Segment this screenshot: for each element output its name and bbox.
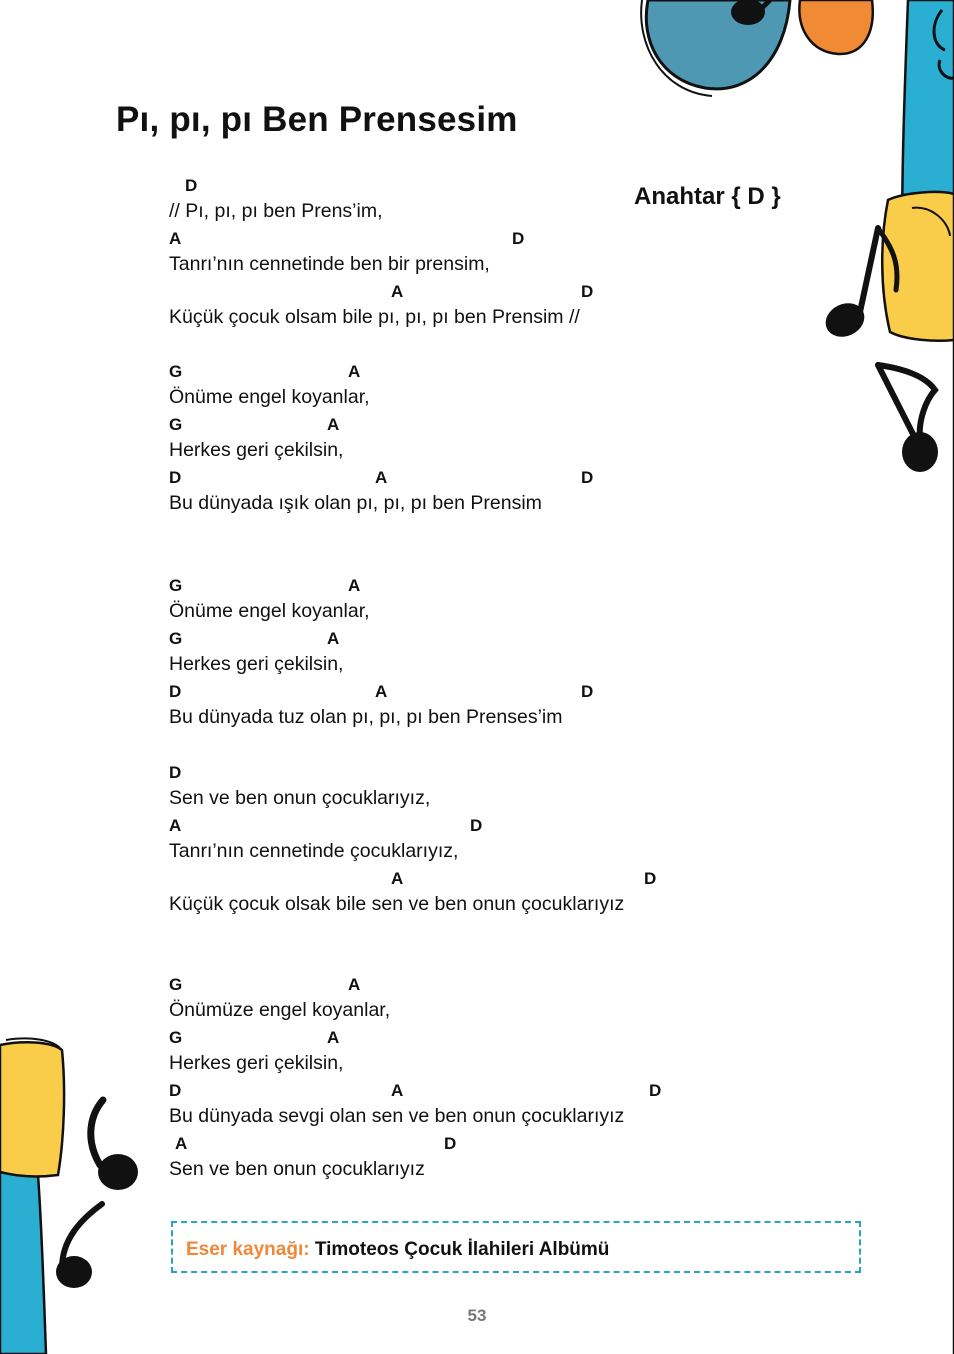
line-block: [0, 415, 954, 461]
chord: A: [175, 1134, 188, 1153]
teal-circle-shape: [641, 0, 790, 96]
source-text: [186, 1239, 609, 1261]
line-block: [0, 176, 954, 222]
chord: D: [512, 229, 525, 248]
chord: G: [169, 975, 183, 994]
chord: A: [375, 682, 388, 701]
chord: D: [581, 468, 594, 487]
line-block: [0, 229, 954, 275]
chord: D: [581, 682, 594, 701]
chord: D: [169, 1081, 182, 1100]
lyric-line: Küçük çocuk olsam bile pı, pı, pı ben Prensim //: [169, 306, 580, 328]
chord: A: [327, 1028, 340, 1047]
chord: D: [581, 282, 594, 301]
line-block: [0, 1028, 954, 1074]
chord: D: [169, 682, 182, 701]
line-block: [0, 869, 954, 915]
lyric-line: Bu dünyada tuz olan pı, pı, pı ben Prenses’im: [169, 706, 563, 728]
chord: D: [169, 468, 182, 487]
page-number: 53: [467, 1306, 487, 1325]
line-block: [0, 576, 954, 622]
chord: A: [327, 629, 340, 648]
chord: A: [348, 362, 361, 381]
song-title: Pı, pı, pı Ben Prensesim: [116, 100, 518, 139]
eighth-note-icon-left: [56, 1204, 102, 1288]
chord: G: [169, 415, 183, 434]
source-label: Eser kaynağı:: [186, 1239, 310, 1260]
line-block: [0, 629, 954, 675]
line-block: [0, 362, 954, 408]
chord: A: [391, 869, 404, 888]
line-block: [0, 1081, 954, 1127]
chord: G: [169, 362, 183, 381]
source-value: Timoteos Çocuk İlahileri Albümü: [314, 1239, 610, 1260]
lyric-line: Bu dünyada ışık olan pı, pı, pı ben Prensim: [169, 492, 542, 514]
chord: D: [444, 1134, 457, 1153]
chord: G: [169, 576, 183, 595]
lyric-line: Tanrı’nın cennetinde ben bir prensim,: [169, 253, 490, 275]
lyric-line: Sen ve ben onun çocuklarıyız,: [169, 787, 431, 809]
orange-circle-shape: [799, 0, 872, 54]
yellow-square-shape: [882, 192, 954, 341]
chord: A: [391, 1081, 404, 1100]
lyric-line: // Pı, pı, pı ben Prens’im,: [169, 200, 383, 222]
chord: D: [470, 816, 483, 835]
chord: D: [649, 1081, 662, 1100]
chord: G: [169, 1028, 183, 1047]
music-note-icon: [731, 0, 770, 25]
lyric-line: Tanrı’nın cennetinde çocuklarıyız,: [169, 840, 459, 862]
chord: G: [169, 629, 183, 648]
key-label: Anahtar { D }: [634, 183, 781, 210]
line-block: [0, 682, 954, 728]
lyric-line: Sen ve ben onun çocuklarıyız: [169, 1158, 425, 1180]
lyric-line: Önümüze engel koyanlar,: [169, 999, 391, 1021]
line-block: [0, 763, 954, 809]
chord: D: [644, 869, 657, 888]
chord: A: [348, 975, 361, 994]
lyric-line: Herkes geri çekilsin,: [169, 653, 344, 675]
chord: A: [169, 816, 182, 835]
lyric-line: Küçük çocuk olsak bile sen ve ben onun çocuklarıyız: [169, 893, 625, 915]
line-block: [0, 282, 954, 328]
lyric-line: Herkes geri çekilsin,: [169, 1052, 344, 1074]
lyric-line: Bu dünyada sevgi olan sen ve ben onun çocuklarıyız: [169, 1105, 625, 1127]
chord: D: [185, 176, 198, 195]
chord: A: [348, 576, 361, 595]
chord: A: [375, 468, 388, 487]
chord: A: [169, 229, 182, 248]
line-block: [0, 816, 954, 862]
source-box: [171, 1221, 861, 1273]
lyric-line: Önüme engel koyanlar,: [169, 386, 370, 408]
lyric-line: Önüme engel koyanlar,: [169, 600, 370, 622]
chord: D: [169, 763, 182, 782]
lyric-line: Herkes geri çekilsin,: [169, 439, 344, 461]
line-block: [0, 1134, 954, 1180]
line-block: [0, 468, 954, 514]
chord: A: [391, 282, 404, 301]
chord: A: [327, 415, 340, 434]
line-block: [0, 975, 954, 1021]
